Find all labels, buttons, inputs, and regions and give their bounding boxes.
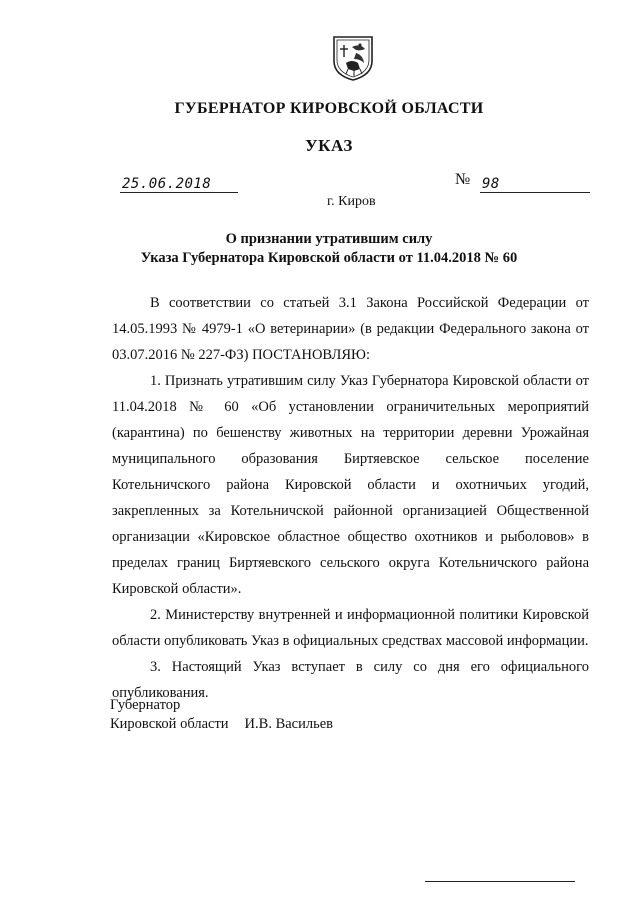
kirov-oblast-coat-of-arms-icon [330,33,376,83]
number-label: № [455,171,471,188]
signatory-title: Губернатор [110,697,181,713]
signatory-region: Кировской области [110,716,229,732]
document-body [112,290,589,706]
document-subject [0,230,640,268]
document-number-field [480,172,590,193]
footer-rule [425,881,575,882]
signatory-title-line-2 [110,715,333,734]
preamble-paragraph: В соответствии со статьей 3.1 Закона Российской Федерации от 14.05.1993 № 4979-1 «О ветеринарии» (в редакции Федерального закона от 03.07.2016 № 227-ФЗ) ПОСТАНОВЛЯЮ: [112,295,589,363]
item-1-paragraph: 1. Признать утратившим силу Указ Губернатора Кировской области от 11.04.2018 № 60 «Об установлении ограничительных мероприятий (карантина) по бешенству животных на территории деревни Урожайная муниципального образования Биртяевское сельское поселение Котельничского района Кировской области и охотничьих угодий, закрепленных за Котельничской районной организацией Общественной организации «Кировское областное общество охотников и рыболовов» в пределах границ Биртяевского сельского округа Котельничского района Кировской области». [112,373,589,597]
city: г. Киров [327,194,376,209]
signatory-name: И.В. Васильев [244,716,333,732]
signature-block [110,696,333,734]
item-2-paragraph: 2. Министерству внутренней и информационной политики Кировской области опубликовать Указ в официальных средствах массовой информации. [112,607,589,649]
item-3-paragraph: 3. Настоящий Указ вступает в силу со дня его официального опубликования. [112,659,589,701]
issuing-authority: ГУБЕРНАТОР КИРОВСКОЙ ОБЛАСТИ [174,100,484,117]
signatory-title-line-1 [110,696,333,715]
document-date-field [120,172,238,193]
document-date: 25.06.2018 [122,176,212,192]
subject-line-2: Указа Губернатора Кировской области от 11.04.2018 № 60 [140,250,518,266]
document-number: 98 [482,176,500,192]
subject-line-1: О признании утратившим силу [225,231,433,247]
document-type: УКАЗ [305,136,353,155]
